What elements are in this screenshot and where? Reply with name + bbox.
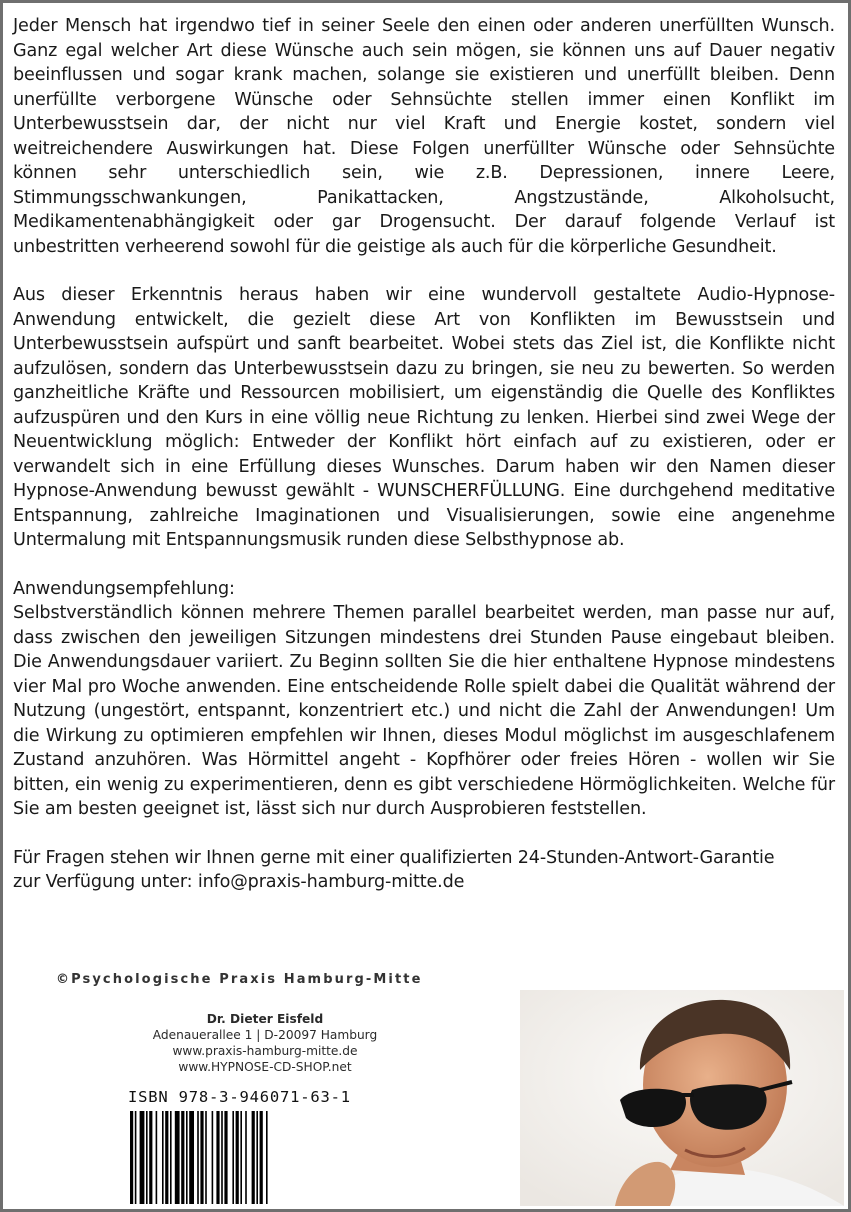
barcode-bar [266,1111,268,1204]
barcode-bar [232,1111,234,1204]
barcode-bar [252,1111,255,1204]
barcode-bar [240,1111,242,1204]
paragraph-intro: Jeder Mensch hat irgendwo tief in seiner Seele den einen oder anderen unerfüllten Wunsch. Ganz egal welcher Art diese Wünsche auch sein mögen, sie können uns auf Dauer negativ beeinflussen und sogar krank machen, solange sie existieren und unerfüllt bleiben. Denn unerfüllte verborgene Wünsche oder Sehnsüchte stellen immer einen Konflikt im Unterbewusstsein dar, der nicht nur viel Kraft und Energie kostet, sondern viel weitreichendere Auswirkungen hat. Diese Folgen unerfüllter Wünsche oder Sehnsüchte können sehr unterschiedlich sein, wie z.B. Depressionen, innere Leere, Stimmungsschwankungen, Panikattacken, Angstzustände, Alkoholsucht, Medikamentenabhängigkeit oder gar Drogensucht. Der darauf folgende Verlauf ist unbestritten verheerend sowohl für die geistige als auch für die körperliche Gesundheit. [13,16,835,257]
barcode-bar [130,1111,133,1204]
barcode-bar [149,1111,152,1204]
main-text [13,14,835,919]
barcode-bar [197,1111,199,1204]
contact-line-2: zur Verfügung unter: info@praxis-hamburg-mitte.de [13,872,465,892]
recommendation-section [13,577,835,822]
barcode-bar [135,1111,137,1204]
barcode-bar [212,1111,214,1204]
barcode-bar [186,1111,188,1204]
website-link-1[interactable]: www.praxis-hamburg-mitte.de [172,1044,358,1058]
recommendation-heading: Anwendungsempfehlung: [13,578,235,599]
barcode-bar [162,1111,164,1204]
author-photo [520,990,844,1206]
paragraph-hypnosis: Aus dieser Erkenntnis heraus haben wir eine wundervoll gestaltete Audio-Hypnose-Anwendung entwickelt, die gezielt diese Art von Konflikten im Bewusstsein und Unterbewusstsein aufspürt und sanft bearbeitet. Wobei stets das Ziel ist, die Konflikte nicht aufzulösen, sondern das Unterbewusstsein dazu zu bringen, sie neu zu bewerten. So werden ganzheitliche Kräfte und Ressourcen mobilisiert, um eigenständig die Quelle des Konfliktes aufzuspüren und den Kurs in eine völlig neue Richtung zu lenken. Hierbei sind zwei Wege der Neuentwicklung möglich: Entweder der Konflikt hört einfach auf zu existieren, oder er verwandelt sich in eine Erfüllung dieses Wunsches. Darum haben wir den Namen dieser Hypnose-Anwendung bewusst gewählt - WUNSCHERFÜLLUNG. Eine durchgehend meditative Entspannung, zahlreiche Imaginationen und Visualisierungen, sowie eine angenehme Untermalung mit Entspannungsmusik runden diese Selbsthypnose ab. [13,285,835,550]
barcode-bar [175,1111,180,1204]
barcode-bar [224,1111,227,1204]
barcode-bar [216,1111,219,1204]
recommendation-text: Selbstverständlich können mehrere Themen parallel bearbeitet werden, man passe nur auf, dass zwischen den jeweiligen Sitzungen mindestens drei Stunden Pause eingebaut bleiben. Die Anwendungsdauer variiert. Zu Beginn sollten Sie die hier enthaltene Hypnose mindestens vier Mal pro Woche anwenden. Eine entscheidende Rolle spielt dabei die Qualität während der Nutzung (ungestört, entspannt, konzentriert etc.) und nicht die Zahl der Anwendungen! Um die Wirkung zu optimieren empfehlen wir Ihnen, dieses Modul möglichst im ausgeschlafenem Zustand anzuhören. Was Hörmittel angeht - Kopfhörer oder freies Hören - wollen wir Sie bitten, ein wenig zu experimentieren, denn es gibt verschiedene Hörmöglichkeiten. Welche für Sie am besten geeignet ist, lässt sich nur durch Ausprobieren feststellen. [13,603,835,819]
barcode-bar [156,1111,158,1204]
barcode-bar [170,1111,172,1204]
barcode-bar [205,1111,207,1204]
barcode-bar [181,1111,184,1204]
contact-section [13,846,835,895]
contact-line-1: Für Fragen stehen wir Ihnen gerne mit einer qualifizierten 24-Stunden-Antwort-Garantie [13,847,775,868]
barcode-bar [256,1111,258,1204]
website-link-2[interactable]: www.HYPNOSE-CD-SHOP.net [178,1060,352,1074]
barcode-bar [146,1111,148,1204]
barcode-image [128,1111,372,1204]
publisher-address [120,1011,410,1075]
isbn-number: ISBN 978-3-946071-63-1 [128,1088,351,1106]
barcode-bar [260,1111,263,1204]
barcode-bar [189,1111,194,1204]
barcode-bar [245,1111,247,1204]
barcode-bar [236,1111,239,1204]
street-address: Adenauerallee 1 | D-20097 Hamburg [152,1028,378,1042]
barcode-bar [200,1111,203,1204]
barcode-bar [140,1111,145,1204]
copyright-notice: ©Psychologische Praxis Hamburg-Mitte [56,972,423,987]
barcode-bar [165,1111,168,1204]
barcode-bar [221,1111,223,1204]
author-name: Dr. Dieter Eisfeld [206,1012,324,1026]
portrait-illustration [520,990,844,1206]
